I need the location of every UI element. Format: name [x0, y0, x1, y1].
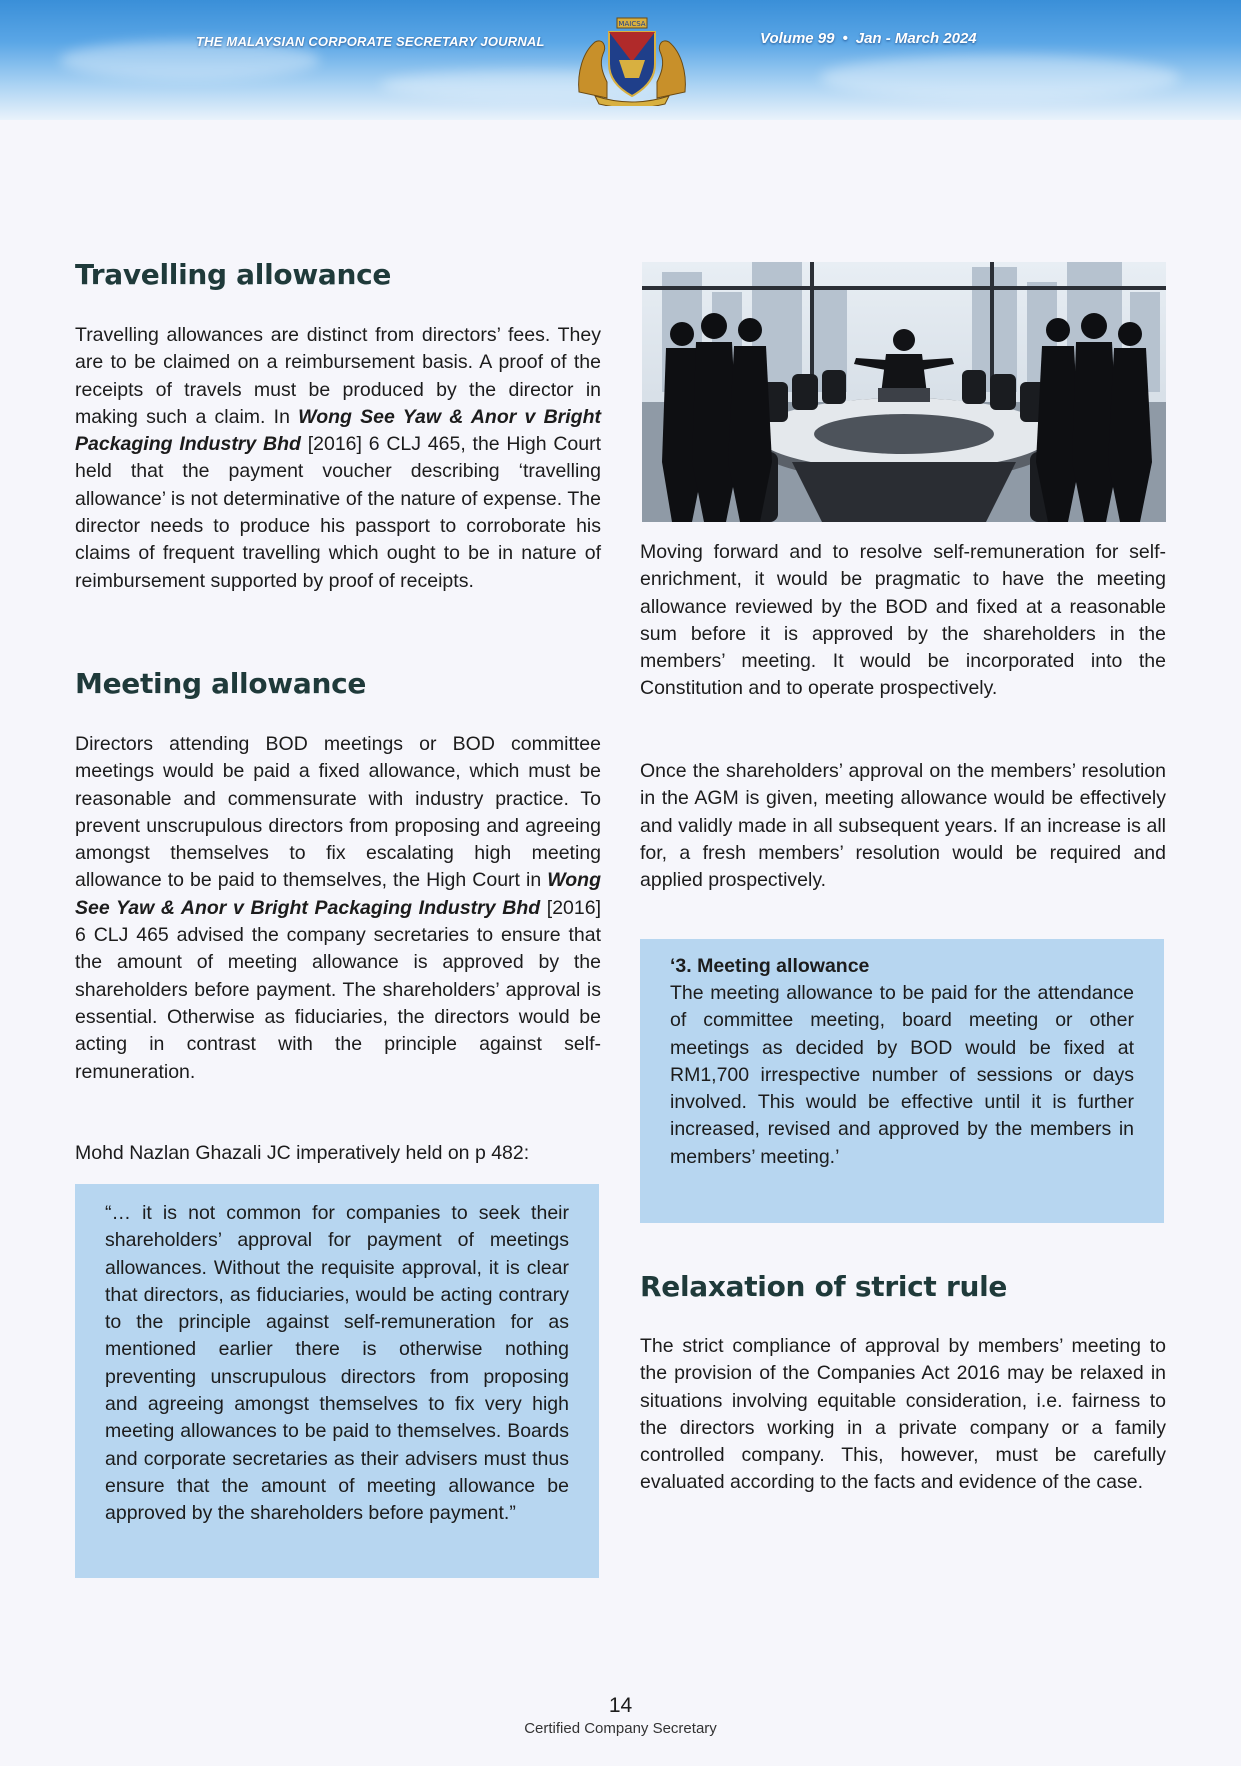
body-text: [2016] 6 CLJ 465 advised the company secretaries to ensure that the amount of meeting allowance is approved by the shareholders before payment. The shareholders’ approval is essential. Otherwise as fiduciaries, the directors would be acting in contrast with the principle against self-remuneration. [75, 896, 602, 1083]
heading-travelling-allowance: Travelling allowance [75, 258, 392, 291]
body-text: Travelling allowances are distinct from directors’ fees. They are to be claimed on a reimbursement basis. A proof of the receipts of travels must be produced by the director in making such a claim. In [75, 324, 601, 428]
page-number: 14 [608, 1694, 633, 1717]
body-text: Directors attending BOD meetings or BOD committee meetings would be paid a fixed allowance, which must be reasonable and commensurate with industry practice. To prevent unscrupulous directors from proposing and agreeing amongst themselves to fix escalating high meeting allowance to be paid to themselves, the High Court in [75, 733, 601, 892]
clause-title: ‘3. Meeting allowance [670, 955, 870, 977]
header-banner [0, 0, 1241, 120]
right-paragraph-1: Moving forward and to resolve self-remuneration for self-enrichment, it would be pragmatic to have the meeting allowance reviewed by the BOD and fixed at a reasonable sum before it is approved by the shareholders in the members’ meeting. It would be incorporated into the Constitution and to operate prospectively. [640, 541, 1166, 700]
judgment-quote-box [75, 1184, 599, 1578]
relaxation-body: The strict compliance of approval by members’ meeting to the provision of the Companies Act 2016 may be relaxed in situations involving equitable consideration, i.e. fairness to the directors working in a private company or a family controlled company. This, however, must be carefully evaluated according to the facts and evidence of the case. [640, 1335, 1166, 1494]
separator: • [842, 30, 848, 47]
period-label: Jan - March 2024 [855, 30, 977, 47]
body-text: [2016] 6 CLJ 465, the High Court held that the payment voucher describing ‘travelling allowance’ is not determinative of the nature of expense. The director needs to produce his passport to corroborate his claims of frequent travelling which ought to be in nature of reimbursement supported by proof of receipts. [75, 433, 601, 592]
case-citation: Wong See Yaw & Anor v Bright Packaging Industry Bhd [75, 869, 601, 919]
cloud-decoration [820, 55, 1180, 100]
judge-quote-intro: Mohd Nazlan Ghazali JC imperatively held on p 482: [75, 1142, 530, 1164]
case-citation: Wong See Yaw & Anor v Bright Packaging Industry Bhd [75, 405, 601, 456]
meeting-allowance-body [75, 731, 601, 1086]
judgment-quote-text: “… it is not common for companies to seek their shareholders’ approval for payment of meetings allowances. Without the requisite approval, it is clear that directors, as fiduciaries, would be acting contrary to the principle against self-remuneration for as mentioned earlier there is otherwise nothing preventing unscrupulous directors from proposing and agreeing amongst themselves to fix very high meeting allowances to be paid to themselves. Boards and corporate secretaries as their advisers must thus ensure that the amount of meeting allowance be approved by the shareholders before payment.” [105, 1202, 569, 1525]
clause-body: The meeting allowance to be paid for the attendance of committee meeting, board meeting or other meetings as decided by BOD would be fixed at RM1,700 irrespective number of sessions or days involved. This would be effective until it is further increased, revised and approved by the members in members’ meeting.’ [670, 982, 1134, 1168]
right-paragraph-2: Once the shareholders’ approval on the members’ resolution in the AGM is given, meeting allowance would be effectively and validly made in all subsequent years. If an increase is all for, a fresh members’ resolution would be required and applied prospectively. [640, 760, 1166, 892]
journal-title: THE MALAYSIAN CORPORATE SECRETARY JOURNAL [196, 34, 545, 49]
travelling-allowance-body [75, 322, 601, 595]
publication-name: Certified Company Secretary [524, 1720, 717, 1737]
heading-relaxation-strict-rule: Relaxation of strict rule [640, 1270, 1008, 1303]
boardroom-silhouette-image [642, 262, 1166, 522]
crest-text: MAICSA [618, 20, 646, 28]
volume-label: Volume 99 [760, 30, 835, 47]
crest-logo-icon [573, 12, 691, 106]
issue-info [760, 30, 977, 47]
heading-meeting-allowance: Meeting allowance [75, 667, 367, 700]
constitution-clause-box [640, 939, 1164, 1223]
